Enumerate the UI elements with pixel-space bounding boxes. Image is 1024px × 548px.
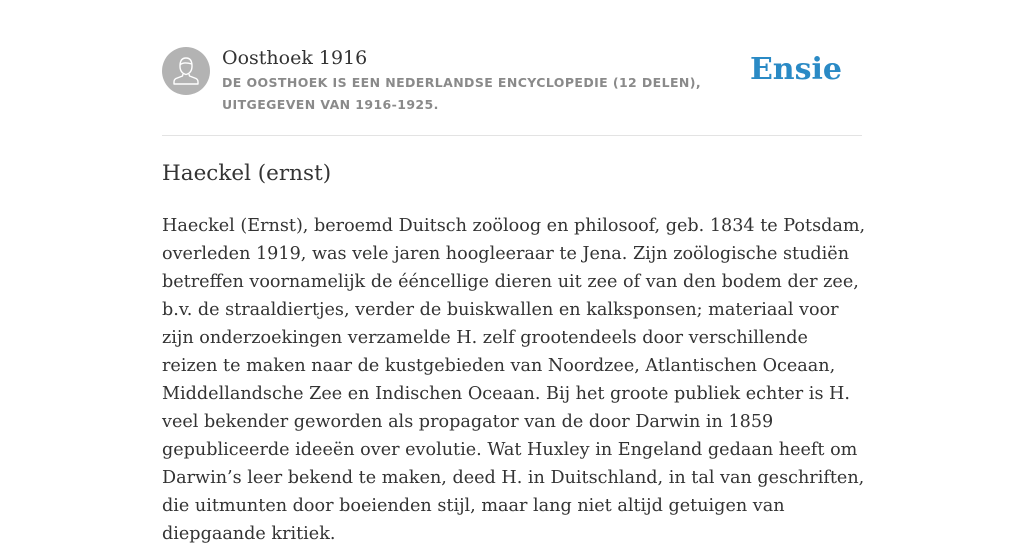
header-divider bbox=[162, 135, 862, 136]
user-silhouette-icon bbox=[162, 47, 210, 95]
source-title[interactable]: Oosthoek 1916 bbox=[222, 47, 368, 69]
ensie-logo-link[interactable]: Ensie bbox=[749, 52, 842, 87]
entry-body: Haeckel (Ernst), beroemd Duitsch zoöloog en philosoof, geb. 1834 te Potsdam, overleden 1919, was vele jaren hoogleeraar te Jena. Zijn zoölogische studiën betreffen voornamelijk de ééncellige dieren uit zee of van den bodem der zee, b.v. de straaldiertjes, verder de buiskwallen en kalksponsen; materiaal voor zijn onderzoekingen verzamelde H. zelf grootendeels door verschillende reizen te maken naar de kustgebieden van Noordzee, Atlantischen Oceaan, Middellandsche Zee en Indischen Oceaan. Bij het groote publiek echter is H. veel bekender geworden als propagator van de door Darwin in 1859 gepubliceerde ideeën over evolutie. Wat Huxley in Engeland gedaan heeft om Darwin’s leer bekend te maken, deed H. in Duitschland, in tal van geschriften, die uitmunten door boeienden stijl, maar lang niet altijd getuigen van diepgaande kritiek. bbox=[162, 216, 866, 544]
avatar[interactable] bbox=[162, 47, 210, 95]
source-header bbox=[162, 46, 862, 135]
source-description: DE OOSTHOEK IS EEN NEDERLANDSE ENCYCLOPEDIE (12 DELEN), UITGEGEVEN VAN 1916-1925. bbox=[222, 75, 702, 112]
entry-title: Haeckel (ernst) bbox=[162, 161, 332, 186]
